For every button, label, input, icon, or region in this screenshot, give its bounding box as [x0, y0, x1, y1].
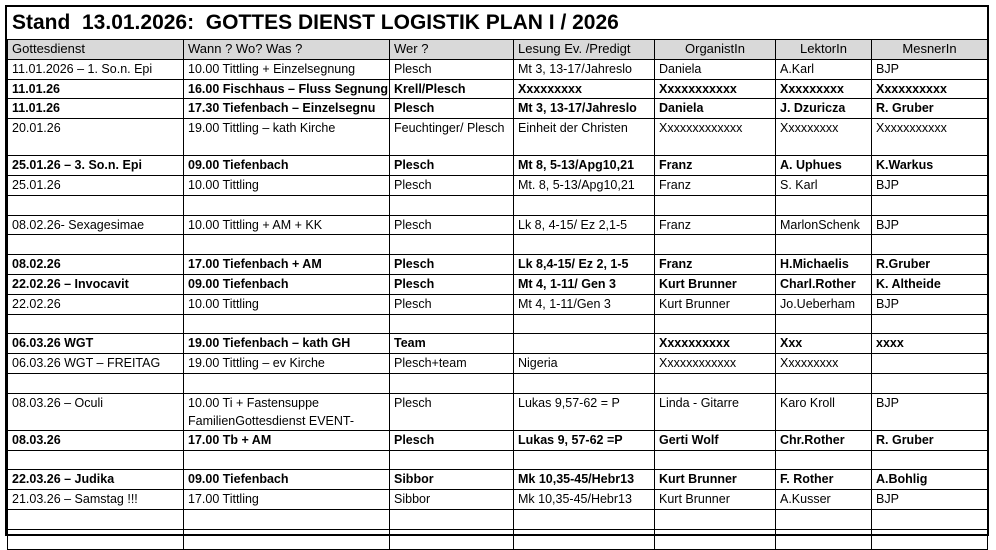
table-cell: [390, 450, 514, 470]
plan-sheet: [5, 5, 989, 536]
table-cell: [872, 450, 988, 470]
table-cell: Mk 10,35-45/Hebr13: [514, 490, 655, 510]
header-row: [8, 40, 988, 60]
schedule-table: [7, 39, 988, 550]
table-cell: [655, 235, 776, 255]
table-cell: [776, 195, 872, 215]
table-cell: Xxxxxxxxx: [776, 119, 872, 156]
table-cell: Plesch: [390, 294, 514, 314]
table-cell: Lk 8,4-15/ Ez 2, 1-5: [514, 255, 655, 275]
table-cell: 19.00 Tiefenbach – kath GH: [184, 334, 390, 354]
table-cell: 19.00 Tittling – kath Kirche: [184, 119, 390, 156]
table-cell: [655, 509, 776, 529]
table-cell: 25.01.26: [8, 175, 184, 195]
table-cell: BJP: [872, 393, 988, 430]
table-cell: [514, 235, 655, 255]
table-row: [8, 215, 988, 235]
table-cell: Xxxxxxxxx: [514, 79, 655, 99]
table-cell: 10.00 Tittling: [184, 294, 390, 314]
table-cell: A. Uphues: [776, 156, 872, 176]
table-cell: 06.03.26 WGT – FREITAG: [8, 354, 184, 374]
table-cell: K. Altheide: [872, 274, 988, 294]
table-cell: Xxxxxxxxxxxx: [655, 354, 776, 374]
table-cell: Einheit der Christen: [514, 119, 655, 156]
table-cell: [514, 450, 655, 470]
table-cell: 11.01.2026 – 1. So.n. Epi: [8, 59, 184, 79]
table-cell: A.Kusser: [776, 490, 872, 510]
table-cell: Feuchtinger/ Plesch: [390, 119, 514, 156]
table-cell: Plesch: [390, 175, 514, 195]
table-cell: Xxxxxxxxxxxxx: [655, 119, 776, 156]
table-cell: [390, 195, 514, 215]
table-cell: F. Rother: [776, 470, 872, 490]
table-cell: 11.01.26: [8, 79, 184, 99]
table-row: [8, 99, 988, 119]
table-cell: [776, 529, 872, 549]
table-cell: [184, 509, 390, 529]
table-cell: [514, 195, 655, 215]
table-cell: Kurt Brunner: [655, 294, 776, 314]
table-cell: Plesch: [390, 430, 514, 450]
table-cell: Plesch: [390, 393, 514, 430]
table-cell: 09.00 Tiefenbach: [184, 156, 390, 176]
table-cell: BJP: [872, 294, 988, 314]
table-cell: Xxxxxxxxxx: [872, 79, 988, 99]
table-cell: [390, 314, 514, 334]
table-cell: R.Gruber: [872, 255, 988, 275]
table-cell: 25.01.26 – 3. So.n. Epi: [8, 156, 184, 176]
table-cell: Mt. 8, 5-13/Apg10,21: [514, 175, 655, 195]
table-cell: BJP: [872, 490, 988, 510]
table-cell: [514, 373, 655, 393]
table-cell: [184, 235, 390, 255]
table-cell: 08.03.26: [8, 430, 184, 450]
table-cell: 11.01.26: [8, 99, 184, 119]
table-cell: Xxxxxxxxxxx: [655, 79, 776, 99]
table-row: [8, 314, 988, 334]
table-cell: 17.00 Tb + AM: [184, 430, 390, 450]
table-cell: A.Bohlig: [872, 470, 988, 490]
table-cell: 17.00 Tittling: [184, 490, 390, 510]
table-cell: Xxxxxxxxxx: [655, 334, 776, 354]
table-cell: Daniela: [655, 99, 776, 119]
table-cell: R. Gruber: [872, 99, 988, 119]
table-cell: Plesch: [390, 156, 514, 176]
table-cell: MarlonSchenk: [776, 215, 872, 235]
table-cell: Xxxxxxxxx: [776, 79, 872, 99]
table-cell: Franz: [655, 156, 776, 176]
table-row: [8, 274, 988, 294]
table-cell: [776, 450, 872, 470]
table-cell: [390, 509, 514, 529]
column-header: Wer ?: [390, 40, 514, 60]
table-cell: BJP: [872, 215, 988, 235]
table-cell: Mt 3, 13-17/Jahreslo: [514, 59, 655, 79]
table-cell: Sibbor: [390, 490, 514, 510]
table-cell: [8, 529, 184, 549]
table-row: [8, 59, 988, 79]
table-cell: Karo Kroll: [776, 393, 872, 430]
table-cell: Plesch: [390, 255, 514, 275]
table-cell: Lukas 9,57-62 = P: [514, 393, 655, 430]
table-cell: Kurt Brunner: [655, 274, 776, 294]
table-cell: Plesch: [390, 59, 514, 79]
table-cell: [8, 509, 184, 529]
table-cell: [514, 509, 655, 529]
table-cell: 08.03.26 – Oculi: [8, 393, 184, 430]
table-cell: Plesch: [390, 274, 514, 294]
table-cell: 08.02.26: [8, 255, 184, 275]
table-row: [8, 294, 988, 314]
table-row: [8, 195, 988, 215]
table-cell: R. Gruber: [872, 430, 988, 450]
table-cell: 22.03.26 – Judika: [8, 470, 184, 490]
table-row: [8, 430, 988, 450]
table-cell: Franz: [655, 255, 776, 275]
table-cell: [8, 235, 184, 255]
table-cell: [8, 450, 184, 470]
table-cell: [872, 195, 988, 215]
table-cell: 16.00 Fischhaus – Fluss Segnung: [184, 79, 390, 99]
table-cell: [184, 314, 390, 334]
table-cell: Xxx: [776, 334, 872, 354]
table-row: [8, 255, 988, 275]
table-cell: [655, 314, 776, 334]
table-cell: [655, 450, 776, 470]
table-row: [8, 156, 988, 176]
column-header: Gottesdienst: [8, 40, 184, 60]
table-cell: [8, 314, 184, 334]
table-cell: Mt 3, 13-17/Jahreslo: [514, 99, 655, 119]
table-cell: [184, 195, 390, 215]
table-row: [8, 450, 988, 470]
table-cell: Lukas 9, 57-62 =P: [514, 430, 655, 450]
table-cell: 22.02.26: [8, 294, 184, 314]
table-cell: [390, 529, 514, 549]
table-cell: [8, 373, 184, 393]
table-cell: 10.00 Tittling: [184, 175, 390, 195]
table-cell: 17.00 Tiefenbach + AM: [184, 255, 390, 275]
table-cell: xxxx: [872, 334, 988, 354]
table-cell: [872, 314, 988, 334]
table-cell: [655, 529, 776, 549]
table-cell: [184, 529, 390, 549]
table-cell: Chr.Rother: [776, 430, 872, 450]
table-cell: [655, 373, 776, 393]
table-cell: 10.00 Tittling + AM + KK: [184, 215, 390, 235]
table-cell: Mt 4, 1-11/Gen 3: [514, 294, 655, 314]
table-cell: [514, 334, 655, 354]
table-cell: [514, 529, 655, 549]
table-cell: Sibbor: [390, 470, 514, 490]
table-row: [8, 470, 988, 490]
table-row: [8, 509, 988, 529]
table-cell: H.Michaelis: [776, 255, 872, 275]
table-row: [8, 354, 988, 374]
table-cell: Lk 8, 4-15/ Ez 2,1-5: [514, 215, 655, 235]
table-cell: 10.00 Ti + Fastensuppe FamilienGottesdienst EVENT-: [184, 393, 390, 430]
table-cell: 21.03.26 – Samstag !!!: [8, 490, 184, 510]
table-cell: A.Karl: [776, 59, 872, 79]
table-cell: 08.02.26- Sexagesimae: [8, 215, 184, 235]
table-cell: [184, 373, 390, 393]
table-cell: Daniela: [655, 59, 776, 79]
table-cell: Kurt Brunner: [655, 490, 776, 510]
table-cell: [390, 373, 514, 393]
table-cell: [776, 373, 872, 393]
table-cell: Jo.Ueberham: [776, 294, 872, 314]
table-cell: Plesch: [390, 99, 514, 119]
table-cell: Xxxxxxxxx: [776, 354, 872, 374]
table-cell: Xxxxxxxxxxx: [872, 119, 988, 156]
table-cell: 22.02.26 – Invocavit: [8, 274, 184, 294]
table-row: [8, 235, 988, 255]
table-cell: Linda - Gitarre: [655, 393, 776, 430]
table-row: [8, 334, 988, 354]
table-row: [8, 79, 988, 99]
table-cell: Team: [390, 334, 514, 354]
table-cell: [184, 450, 390, 470]
table-cell: 17.30 Tiefenbach – Einzelsegnu: [184, 99, 390, 119]
table-cell: Kurt Brunner: [655, 470, 776, 490]
table-row: [8, 393, 988, 430]
table-cell: [872, 529, 988, 549]
table-row: [8, 490, 988, 510]
column-header: Lesung Ev. /Predigt: [514, 40, 655, 60]
table-cell: Mk 10,35-45/Hebr13: [514, 470, 655, 490]
page-title: Stand 13.01.2026: GOTTES DIENST LOGISTIK PLAN I / 2026: [12, 11, 619, 34]
table-cell: [872, 373, 988, 393]
table-cell: [872, 509, 988, 529]
table-cell: [872, 235, 988, 255]
column-header: Wann ? Wo? Was ?: [184, 40, 390, 60]
table-cell: 20.01.26: [8, 119, 184, 156]
table-cell: [776, 314, 872, 334]
table-row: [8, 119, 988, 156]
column-header: OrganistIn: [655, 40, 776, 60]
table-cell: [514, 314, 655, 334]
table-cell: BJP: [872, 59, 988, 79]
table-cell: [776, 235, 872, 255]
table-cell: [8, 195, 184, 215]
table-cell: Plesch+team: [390, 354, 514, 374]
table-cell: Plesch: [390, 215, 514, 235]
table-cell: Nigeria: [514, 354, 655, 374]
table-cell: Charl.Rother: [776, 274, 872, 294]
table-row: [8, 175, 988, 195]
table-cell: 09.00 Tiefenbach: [184, 470, 390, 490]
table-cell: J. Dzuricza: [776, 99, 872, 119]
table-cell: [776, 509, 872, 529]
table-cell: Gerti Wolf: [655, 430, 776, 450]
table-cell: S. Karl: [776, 175, 872, 195]
table-cell: 09.00 Tiefenbach: [184, 274, 390, 294]
table-cell: Mt 4, 1-11/ Gen 3: [514, 274, 655, 294]
table-cell: Krell/Plesch: [390, 79, 514, 99]
table-row: [8, 529, 988, 549]
table-cell: BJP: [872, 175, 988, 195]
table-row: [8, 373, 988, 393]
table-cell: 10.00 Tittling + Einzelsegnung: [184, 59, 390, 79]
table-cell: Franz: [655, 175, 776, 195]
table-cell: Franz: [655, 215, 776, 235]
column-header: MesnerIn: [872, 40, 988, 60]
table-cell: K.Warkus: [872, 156, 988, 176]
table-cell: 19.00 Tittling – ev Kirche: [184, 354, 390, 374]
table-cell: Mt 8, 5-13/Apg10,21: [514, 156, 655, 176]
table-cell: [655, 195, 776, 215]
table-cell: 06.03.26 WGT: [8, 334, 184, 354]
column-header: LektorIn: [776, 40, 872, 60]
table-cell: [390, 235, 514, 255]
table-cell: [872, 354, 988, 374]
